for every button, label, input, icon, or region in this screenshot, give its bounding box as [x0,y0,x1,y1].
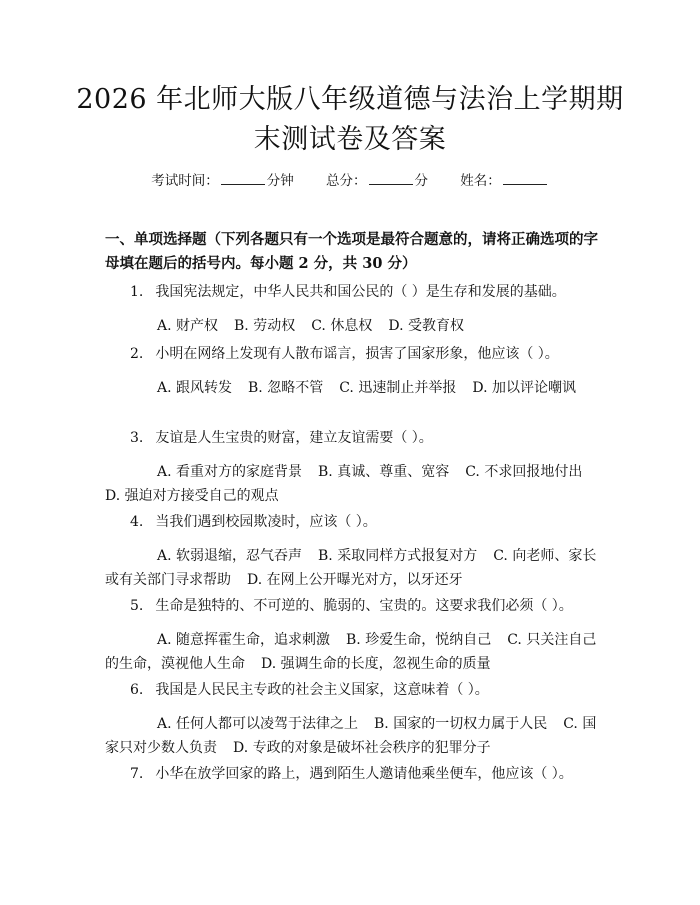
question-stem [105,426,600,450]
option-d[interactable]: D. 受教育权 [388,318,464,334]
question-stem [105,342,600,366]
question-stem [105,762,600,786]
option-c[interactable]: C. 休息权 [311,318,373,334]
option-a[interactable]: A. 跟风转发 [157,380,233,396]
time-blank[interactable] [221,172,265,185]
name-label: 姓名： [460,173,501,189]
question-1 [105,280,600,338]
section-title: 一、单项选择题（下列各题只有一个选项是最符合题意的，请将正确选项的字母填在题后的括号内。每小题 2 分，共 30 分） [105,231,598,272]
question-text: 我国是人民民主专政的社会主义国家，这意味着（ ）。 [155,682,489,698]
question-number: 2. [130,346,144,362]
option-b[interactable]: B. 国家的一切权力属于人民 [374,716,548,732]
question-6 [105,678,600,760]
question-number: 4. [130,514,144,530]
exam-time [151,173,298,189]
question-options [105,628,600,676]
time-label: 考试时间： [151,173,219,189]
option-d[interactable]: D. 在网上公开曝光对方，以牙还牙 [247,572,463,588]
question-2 [105,342,600,400]
option-a[interactable]: A. 随意挥霍生命，追求刺激 [157,632,331,648]
question-options [105,544,600,592]
option-a[interactable]: A. 任何人都可以凌驾于法律之上 [157,716,359,732]
option-a[interactable]: A. 看重对方的家庭背景 [157,464,303,480]
question-stem [105,280,600,304]
question-text: 当我们遇到校园欺凌时，应该（ ）。 [155,514,377,530]
question-options [105,712,600,760]
question-number: 5. [130,598,144,614]
option-d[interactable]: D. 专政的对象是破坏社会秩序的犯罪分子 [233,740,491,756]
question-number: 1. [130,284,144,300]
option-a[interactable]: A. 软弱退缩，忍气吞声 [157,548,303,564]
score-blank[interactable] [369,172,413,185]
option-d[interactable]: D. 强迫对方接受自己的观点 [105,488,279,504]
question-text: 友谊是人生宝贵的财富，建立友谊需要（ ）。 [155,430,433,446]
student-name [460,173,549,189]
option-b[interactable]: B. 采取同样方式报复对方 [318,548,478,564]
question-number: 6. [130,682,144,698]
question-stem [105,594,600,618]
question-7 [105,762,600,786]
score-label: 总分： [326,173,367,189]
option-b[interactable]: B. 真诚、尊重、宽容 [318,464,450,480]
question-options [105,314,600,338]
exam-info-line [0,169,700,189]
question-number: 7. [130,766,144,782]
title-line-1: 2026 年北师大版八年级道德与法治上学期期 [76,84,624,115]
question-text: 小明在网络上发现有人散布谣言，损害了国家形象，他应该（ ）。 [155,346,559,362]
question-stem [105,678,600,702]
question-text: 我国宪法规定，中华人民共和国公民的（ ）是生存和发展的基础。 [155,284,566,300]
option-d[interactable]: D. 加以评论嘲讽 [472,380,576,396]
question-options [105,376,600,400]
option-c[interactable]: C. 向老师、家长或有关部门寻求帮助 [105,548,597,588]
score-unit: 分 [414,173,428,189]
option-a[interactable]: A. 财产权 [157,318,219,334]
question-5 [105,594,600,676]
document-title [60,80,640,160]
question-text: 生命是独特的、不可逆的、脆弱的、宝贵的。这要求我们必须（ ）。 [155,598,573,614]
exam-score [326,173,432,189]
option-c[interactable]: C. 国家只对少数人负责 [105,716,597,756]
option-b[interactable]: B. 忽略不管 [248,380,324,396]
question-3 [105,426,600,508]
option-b[interactable]: B. 劳动权 [234,318,296,334]
option-c[interactable]: C. 迅速制止并举报 [339,380,457,396]
option-c[interactable]: C. 不求回报地付出 [465,464,583,480]
question-4 [105,510,600,592]
time-unit: 分钟 [266,173,294,189]
title-line-2: 末测试卷及答案 [253,124,447,155]
question-options [105,460,600,508]
question-stem [105,510,600,534]
option-c[interactable]: C. 只关注自己的生命，漠视他人生命 [105,632,597,672]
question-text: 小华在放学回家的路上，遇到陌生人邀请他乘坐便车，他应该（ ）。 [155,766,573,782]
option-b[interactable]: B. 珍爱生命，悦纳自己 [346,632,492,648]
question-number: 3. [130,430,144,446]
option-d[interactable]: D. 强调生命的长度，忽视生命的质量 [261,656,491,672]
name-blank[interactable] [503,172,547,185]
